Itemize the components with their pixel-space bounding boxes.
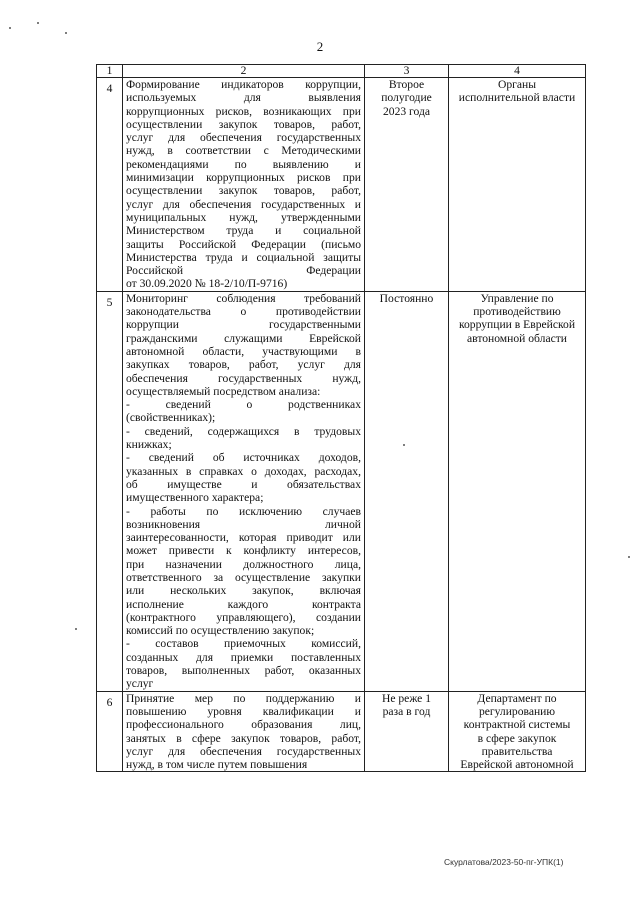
scan-speck [628,556,630,558]
lines-line: комиссий по осуществлению закупок; [126,624,315,638]
measure-term [365,691,449,772]
lines-line: занятых в сфере закупок товаров, работ, [126,731,361,745]
column-header: 4 [449,65,586,78]
row-number: 4 [97,78,123,292]
measure-description [123,291,365,691]
resp-line: Органы [497,78,537,91]
lines-line: осуществлении закупок товаров, работ, [126,117,361,131]
lines-line: услуг для обеспечения государственных [126,744,361,758]
lines-line: автономной области, участвующими в [126,344,361,358]
term-line: Не реже 1 [381,691,432,705]
row-number: 5 [97,291,123,691]
lines-line: - сведений, содержащихся в трудовых [126,424,361,438]
lines-line: муниципальных нужд, утвержденными [126,210,361,224]
lines-line: защиты Российской Федерации (письмо [126,237,361,251]
column-header: 1 [97,65,123,78]
measure-description [123,691,365,772]
lines-line: коррупционных рисков, возникающих при [126,104,361,118]
lines-line: услуг для обеспечения государственных [126,131,361,145]
lines-line: Министерства труда и социальной защиты [126,250,361,264]
resp-line: регулированию [478,704,556,718]
lines-line: при назначении должностного лица, [126,557,361,571]
scan-speck [9,27,11,29]
measure-responsible [449,691,586,772]
lines-line: гражданскими служащими Еврейской [126,331,361,345]
column-header: 2 [123,65,365,78]
lines-line: нужд, в том числе путем повышения [126,758,308,772]
scan-speck [403,444,405,446]
lines-line: коррупции государственными [126,318,361,332]
lines-line: профессионального образования лиц, [126,718,361,732]
lines-line: повышению уровня квалификации и [126,704,361,718]
term-line: Второе [388,78,425,91]
lines-line: или нескольких закупок, включая [126,584,361,598]
scan-speck [65,32,67,34]
table-row [97,691,586,772]
scan-speck [75,628,77,630]
resp-line: исполнительной власти [458,91,576,105]
lines-line: может привести к конфликту интересов, [126,544,361,558]
resp-line: коррупции в Еврейской [458,318,576,332]
lines-line: созданных для приемки поставленных [126,650,361,664]
lines-line: ответственного за осуществление закупки [126,570,361,584]
lines-line: возникновения личной [126,517,361,531]
lines-line: товаров, выполненных работ, оказанных [126,664,361,678]
lines-line: - сведений о родственниках [126,398,361,412]
lines-line: об имуществе и обязательствах [126,477,361,491]
lines-line: указанных в справках о доходах, расходах, [126,464,361,478]
lines-line: Российской Федерации [126,264,361,278]
lines-line: услуг [126,677,154,691]
resp-line: противодействию [473,305,561,319]
lines-line: - составов приемочных комиссий, [126,637,361,651]
lines-line: услуг для обеспечения государственных и [126,197,361,211]
scan-speck [37,22,39,24]
column-header: 3 [365,65,449,78]
lines-line: от 30.09.2020 № 18-2/10/П-9716) [126,277,288,291]
lines-line: используемых для выявления [126,91,361,105]
resp-line: контрактной системы [463,718,571,732]
term-line: полугодие [381,91,432,105]
resp-line: в сфере закупок [477,731,557,745]
measures-table [96,64,586,772]
lines-line: осуществлении закупок товаров, работ, [126,184,361,198]
lines-line: Министерством труда и социальной [126,224,361,238]
lines-line: Принятие мер по поддержанию и [126,691,361,705]
lines-line: закупках товаров, работ, услуг для [126,358,361,372]
lines-line: осуществляемый посредством анализа: [126,384,321,398]
resp-line: Департамент по [477,691,557,705]
lines-line: (контрактного управляющего), создании [126,610,361,624]
resp-line: правительства [481,744,553,758]
resp-line: Еврейской автономной [460,758,574,772]
term-line: раза в год [382,704,431,718]
page-number: 2 [316,39,324,54]
lines-line: нужд, в соответствии с Методическими [126,144,361,158]
lines-line: законодательства о противодействии [126,305,361,319]
measure-term [365,291,449,691]
table-row [97,78,586,292]
lines-line: книжках; [126,438,172,452]
resp-line: автономной области [466,331,568,345]
lines-line: Формирование индикаторов коррупции, [126,78,361,91]
term-line: Постоянно [379,291,434,305]
table-header-row [97,65,586,78]
lines-line: (свойственниках); [126,411,216,425]
measure-term [365,78,449,292]
lines-line: имущественного характера; [126,491,264,505]
row-number: 6 [97,691,123,772]
document-code: Скурлатова/2023-50-пг-УПК(1) [444,857,564,867]
table-row [97,291,586,691]
lines-line: Мониторинг соблюдения требований [126,291,361,305]
term-line: 2023 года [382,104,431,118]
lines-line: минимизации коррупционных рисков при [126,171,361,185]
lines-line: заинтересованности, которая приводит или [126,531,361,545]
measure-description [123,78,365,292]
lines-line: обеспечения государственных нужд, [126,371,361,385]
lines-line: - работы по исключению случаев [126,504,361,518]
resp-line: Управление по [480,291,554,305]
lines-line: исполнение каждого контракта [126,597,361,611]
lines-line: рекомендациями по выявлению и [126,157,361,171]
lines-line: - сведений об источниках доходов, [126,451,361,465]
measure-responsible [449,78,586,292]
measure-responsible [449,291,586,691]
